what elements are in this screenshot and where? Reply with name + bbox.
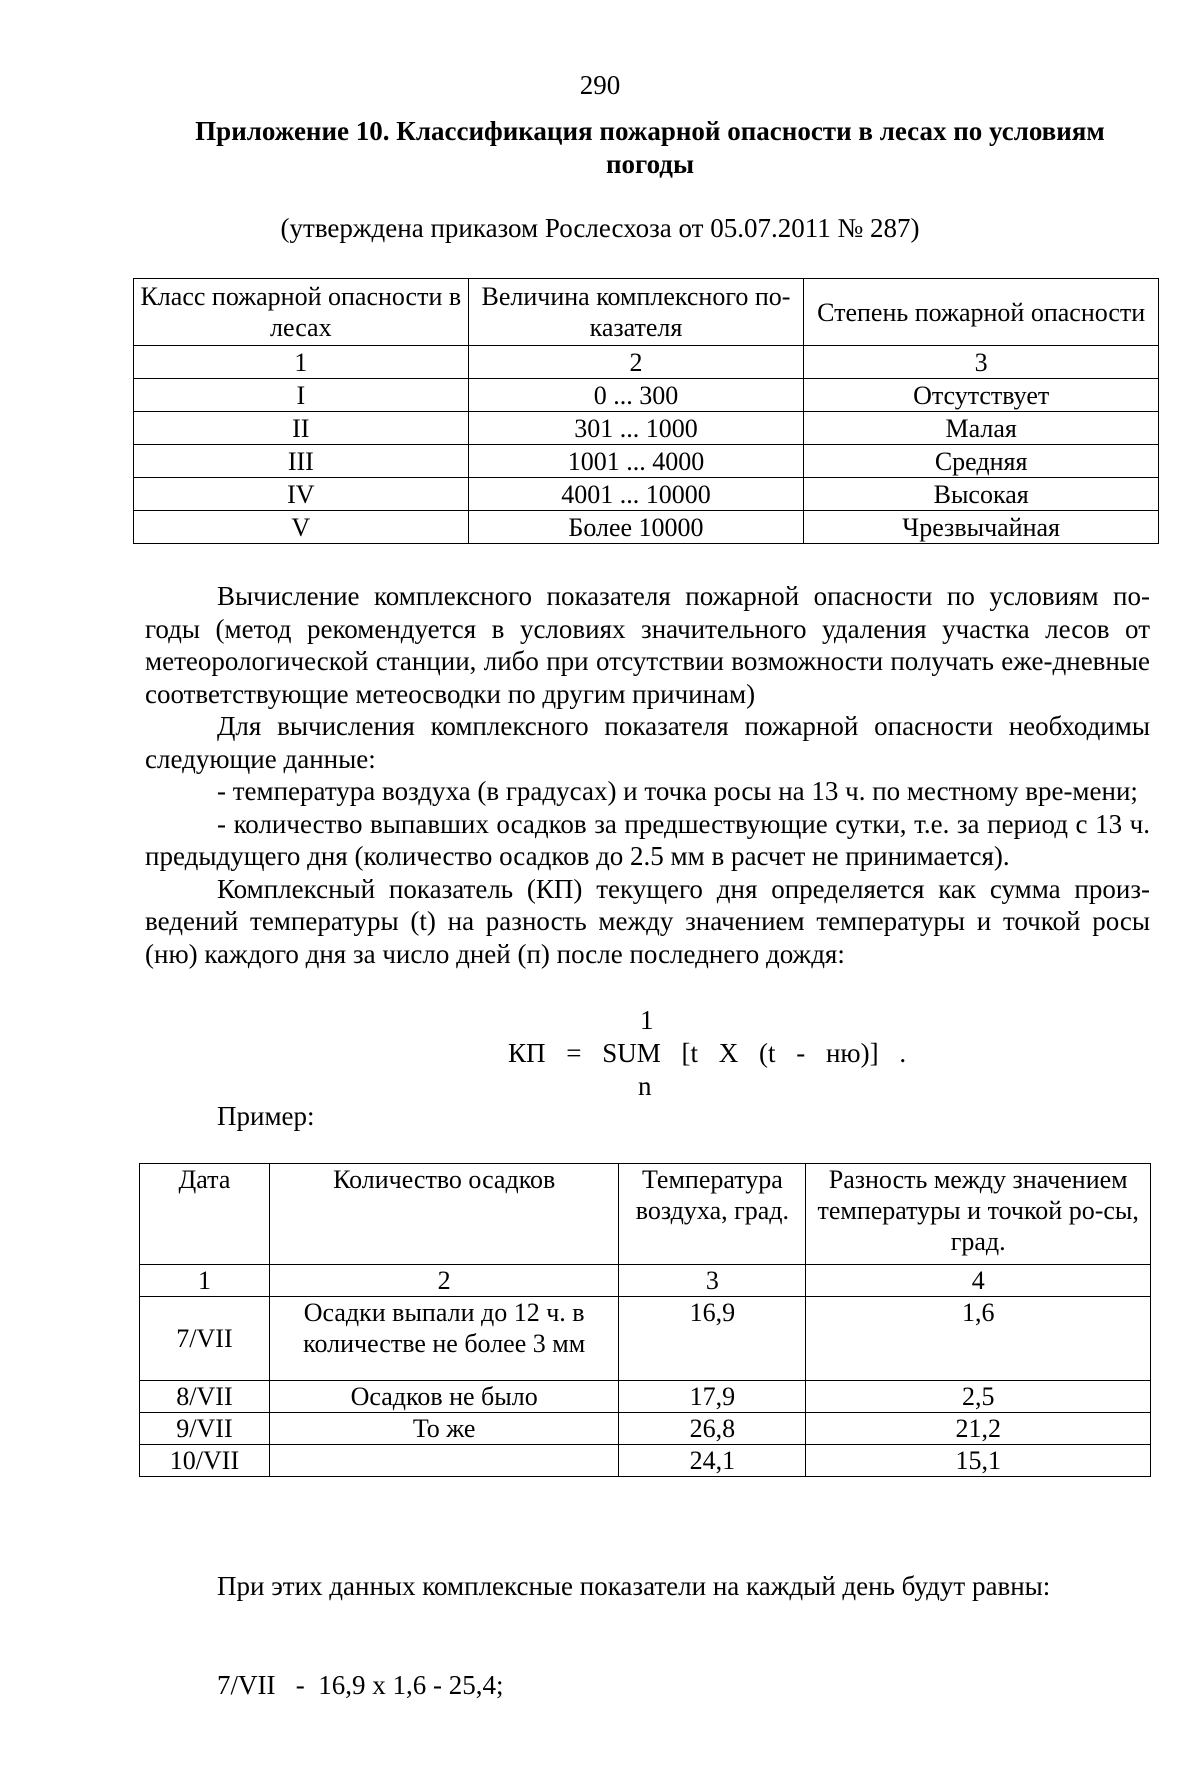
table-cell: 9/VII <box>140 1413 270 1445</box>
example-table <box>139 1163 1151 1477</box>
table-row <box>140 1297 1151 1381</box>
table-cell: 2,5 <box>806 1381 1151 1413</box>
table-cell: 24,1 <box>619 1445 806 1477</box>
page-number: 290 <box>579 70 621 100</box>
table-cell: Отсутствует <box>804 379 1159 412</box>
formula-superscript: 1 <box>640 1005 654 1035</box>
table-cell: Чрезвычайная <box>804 511 1159 544</box>
table-row <box>134 511 1159 544</box>
header-cell: Степень пожарной опасности <box>804 279 1159 346</box>
table-cell: 1001 ... 4000 <box>468 445 804 478</box>
paragraph: Для вычисления комплексного показателя пожарной опасности необходимы следующие данные: <box>145 711 1150 774</box>
table-row <box>134 478 1159 511</box>
header-cell: Класс пожарной опасности в лесах <box>134 279 469 346</box>
table-cell: То же <box>269 1413 619 1445</box>
table-row <box>140 1381 1151 1413</box>
table-cell: Более 10000 <box>468 511 804 544</box>
document-title <box>160 115 1140 181</box>
paragraph: Комплексный показатель (КП) текущего дня определяется как сумма произ-ведений температуры (t) на разность между значением температуры и точкой росы (ню) каждого дня за число дней (п) после последнего дождя: <box>145 873 1150 969</box>
table-row <box>134 379 1159 412</box>
paragraph: Вычисление комплексного показателя пожарной опасности по условиям по-годы (метод рекомендуется в условиях значительного удаления участка лесов от метеорологической станции, либо при отсутствии возможности получать еже-дневные соответствующие метеосводки по другим причинам) <box>145 581 1150 709</box>
example-label: Пример: <box>217 1101 315 1131</box>
column-number-row <box>134 346 1159 379</box>
column-number: 2 <box>269 1265 619 1297</box>
table-cell: 7/VII <box>140 1297 270 1381</box>
table-cell: IV <box>134 478 469 511</box>
header-cell: Температура воздуха, град. <box>619 1164 806 1265</box>
conclusion-line: При этих данных комплексные показатели на каждый день будут равны: <box>217 1571 1051 1601</box>
header-cell: Величина комплексного по-казателя <box>468 279 804 346</box>
header-cell: Разность между значением температуры и точкой ро-сы, град. <box>806 1164 1151 1265</box>
table-cell: 8/VII <box>140 1381 270 1413</box>
table-row <box>140 1413 1151 1445</box>
paragraph: - температура воздуха (в градусах) и точка росы на 13 ч. по местному вре-мени; <box>217 776 1138 806</box>
table-cell: I <box>134 379 469 412</box>
table-cell: Средняя <box>804 445 1159 478</box>
header-cell: Дата <box>140 1164 270 1265</box>
column-number: 2 <box>468 346 804 379</box>
table-header-row <box>140 1164 1151 1265</box>
table-cell: 10/VII <box>140 1445 270 1477</box>
column-number: 1 <box>134 346 469 379</box>
header-cell: Количество осадков <box>269 1164 619 1265</box>
title-line-2: погоды <box>605 149 695 179</box>
table-cell: 0 ... 300 <box>468 379 804 412</box>
table-row <box>140 1445 1151 1477</box>
table-cell: 16,9 <box>619 1297 806 1381</box>
column-number-row <box>140 1265 1151 1297</box>
column-number: 1 <box>140 1265 270 1297</box>
table-row <box>134 445 1159 478</box>
table-cell: 17,9 <box>619 1381 806 1413</box>
formula-subscript: n <box>638 1071 652 1101</box>
table-cell: II <box>134 412 469 445</box>
calculation-line: 7/VII - 16,9 х 1,6 - 25,4; <box>217 1670 504 1700</box>
table-cell: III <box>134 445 469 478</box>
table-cell: Малая <box>804 412 1159 445</box>
table-row <box>134 412 1159 445</box>
table-cell: 301 ... 1000 <box>468 412 804 445</box>
column-number: 4 <box>806 1265 1151 1297</box>
table-cell: 1,6 <box>806 1297 1151 1381</box>
table-cell: Высокая <box>804 478 1159 511</box>
table-cell: V <box>134 511 469 544</box>
table-header-row <box>134 279 1159 346</box>
formula-expression: КП = SUM [t X (t - ню)] . <box>508 1038 907 1068</box>
table-cell <box>269 1445 619 1477</box>
title-line-1: Приложение 10. Классификация пожарной опасности в лесах по условиям <box>195 116 1105 146</box>
conclusion-text <box>217 1504 1050 1768</box>
column-number: 3 <box>804 346 1159 379</box>
table-cell: 4001 ... 10000 <box>468 478 804 511</box>
fire-danger-class-table <box>133 278 1159 544</box>
body-text <box>145 580 1150 970</box>
table-cell: Осадки выпали до 12 ч. в количестве не более 3 мм <box>269 1297 619 1381</box>
approval-note: (утверждена приказом Рослесхоза от 05.07.2011 № 287) <box>280 213 920 243</box>
table-cell: Осадков не было <box>269 1381 619 1413</box>
table-cell: 21,2 <box>806 1413 1151 1445</box>
table-cell: 26,8 <box>619 1413 806 1445</box>
paragraph: - количество выпавших осадков за предшествующие сутки, т.е. за период с 13 ч. предыдущего дня (количество осадков до 2.5 мм в расчет не принимается). <box>145 808 1150 871</box>
table-cell: 15,1 <box>806 1445 1151 1477</box>
column-number: 3 <box>619 1265 806 1297</box>
